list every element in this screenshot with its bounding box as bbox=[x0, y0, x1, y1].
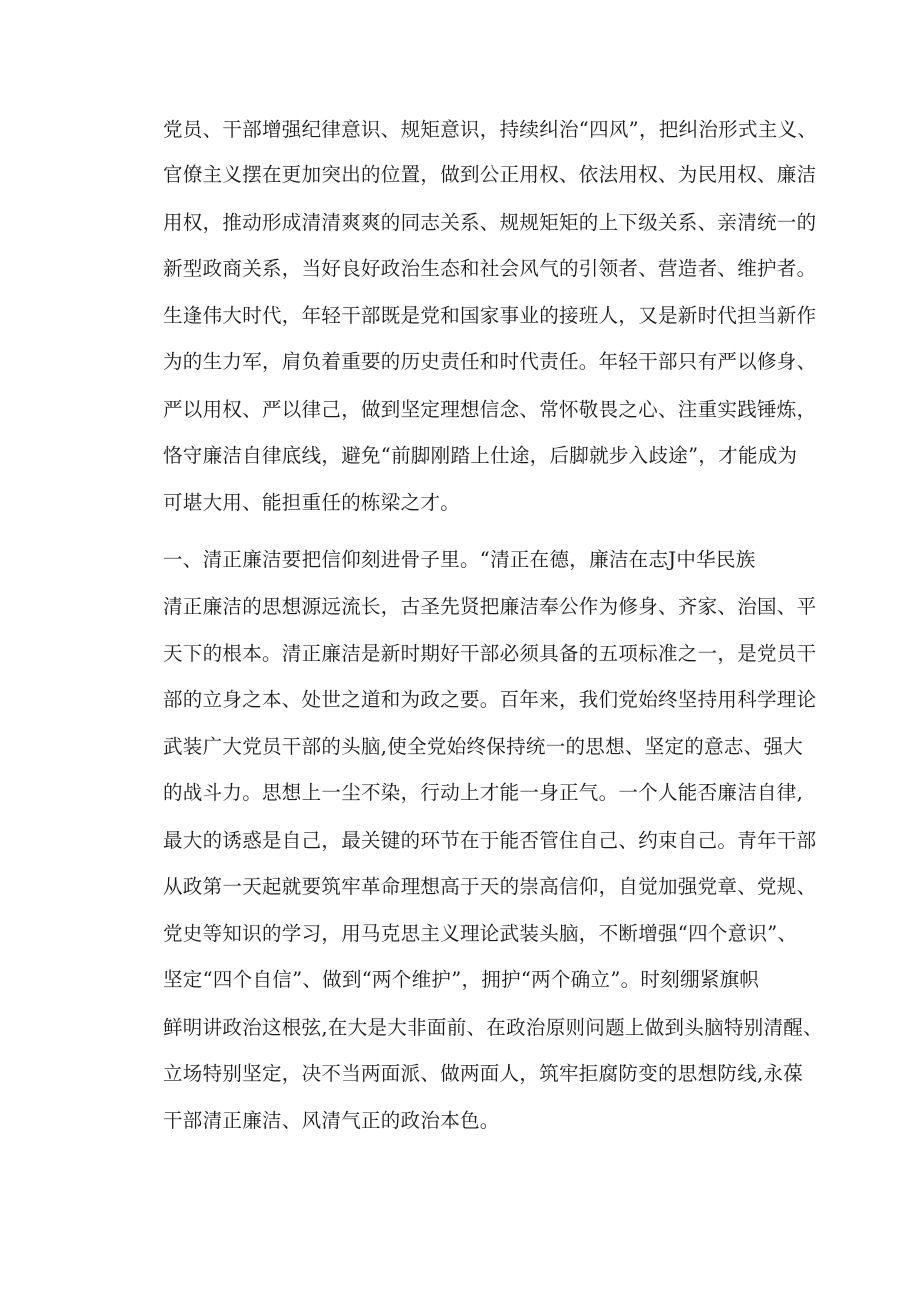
paragraph-2-line-11: 鲜明讲政治这根弦,在大是大非面前、在政治原则问题上做到头脑特别清醒、 bbox=[163, 1016, 823, 1039]
paragraph-1-line-5: 生逢伟大时代，年轻干部既是党和国家事业的接班人，又是新时代担当新作 bbox=[163, 304, 817, 327]
paragraph-2-line-5: 武装广大党员干部的头脑,使全党始终保持统一的思想、坚定的意志、强大 bbox=[163, 735, 804, 758]
paragraph-2-line-1: 一、清正廉洁要把信仰刻进骨子里。“清正在德，廉洁在志J中华民族 bbox=[163, 548, 756, 571]
paragraph-1-line-8: 恪守廉洁自律底线，避免“前脚刚踏上仕途，后脚就步入歧途”，才能成为 bbox=[163, 444, 798, 467]
paragraph-1-line-6: 为的生力军，肩负着重要的历史责任和时代责任。年轻干部只有严以修身、 bbox=[163, 350, 817, 373]
paragraph-1-line-2: 官僚主义摆在更加突出的位置，做到公正用权、依法用权、为民用权、廉洁 bbox=[163, 163, 817, 186]
paragraph-1-line-9: 可堪大用、能担重任的栋梁之才。 bbox=[163, 491, 461, 514]
paragraph-1-line-7: 严以用权、严以律己，做到坚定理想信念、常怀敬畏之心、注重实践锤炼， bbox=[163, 398, 817, 421]
paragraph-2-line-12: 立场特别坚定，决不当两面派、做两面人，筑牢拒腐防变的思想防线,永葆 bbox=[163, 1062, 804, 1085]
paragraph-2-line-6: 的战斗力。思想上一尘不染，行动上才能一身正气。一个人能否廉洁自律, bbox=[163, 781, 804, 804]
paragraph-2-line-9: 党史等知识的学习，用马克思主义理论武装头脑，不断增强“四个意识”、 bbox=[163, 922, 798, 945]
paragraph-1-line-3: 用权，推动形成清清爽爽的同志关系、规规矩矩的上下级关系、亲清统一的 bbox=[163, 211, 817, 234]
paragraph-2-line-3: 天下的根本。清正廉洁是新时期好干部必须具备的五项标准之一，是党员干 bbox=[163, 642, 817, 665]
paragraph-2-line-4: 部的立身之本、处世之道和为政之要。百年来，我们党始终坚持用科学理论 bbox=[163, 688, 817, 711]
paragraph-1-line-1: 党员、干部增强纪律意识、规矩意识，持续纠治“四风”，把纠治形式主义、 bbox=[163, 118, 818, 141]
paragraph-1-line-4: 新型政商关系，当好良好政治生态和社会风气的引领者、营造者、维护者。 bbox=[163, 257, 817, 280]
paragraph-2-line-2: 清正廉洁的思想源远流长，古圣先贤把廉洁奉公作为修身、齐家、治国、平 bbox=[163, 595, 817, 618]
paragraph-2-line-10: 坚定“四个自信”、做到“两个维护”，拥护“两个确立”。时刻绷紧旗帜 bbox=[163, 968, 760, 991]
paragraph-2-line-7: 最大的诱惑是自己，最关键的环节在于能否管住自己、约束自己。青年干部 bbox=[163, 829, 817, 852]
paragraph-2-line-8: 从政第一天起就要筑牢革命理想高于天的崇高信仰，自觉加强党章、党规、 bbox=[163, 875, 817, 898]
paragraph-2-line-13: 干部清正廉洁、风清气正的政治本色。 bbox=[163, 1109, 500, 1132]
